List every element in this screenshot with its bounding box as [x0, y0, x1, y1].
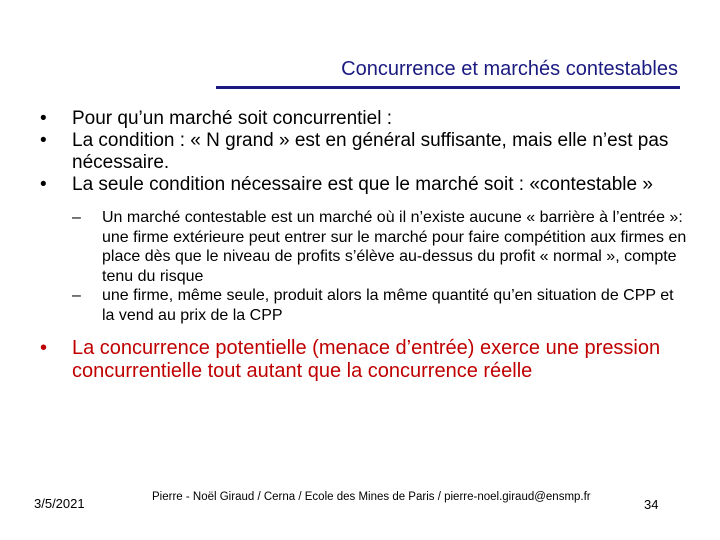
bullet-marker: • — [40, 174, 47, 195]
sub-bullet-item — [40, 208, 690, 286]
bullet-text: La seule condition nécessaire est que le marché soit : «contestable » — [72, 174, 653, 195]
bullet-marker: • — [40, 337, 48, 359]
bullet-text: La condition : « N grand » est en général suffisante, mais elle n’est pas nécessaire. — [72, 130, 669, 173]
bullet-item — [40, 174, 690, 196]
sub-bullet-text: une firme, même seule, produit alors la même quantité qu’en situation de CPP et la vend au prix de la CPP — [102, 287, 674, 324]
slide-title: Concurrence et marchés contestables — [341, 58, 678, 80]
bullet-item — [40, 108, 690, 130]
bullet-item — [40, 130, 690, 174]
sub-bullet-item — [40, 286, 690, 325]
sub-bullet-marker: – — [72, 209, 81, 226]
page-number: 34 — [644, 497, 659, 512]
highlight-bullet-text: La concurrence potentielle (menace d’entrée) exerce une pression concurrentielle tout autant que la concurrence réelle — [72, 337, 661, 382]
bullet-marker: • — [40, 130, 47, 151]
bullet-marker: • — [40, 108, 47, 129]
bullet-text: Pour qu’un marché soit concurrentiel : — [72, 108, 392, 129]
title-underline — [216, 86, 680, 89]
footer-date: 3/5/2021 — [34, 496, 85, 511]
sub-bullet-text: Un marché contestable est un marché où il n’existe aucune « barrière à l’entrée »: une firme extérieure peut entrer sur le marché pour faire compétition aux firmes en place dès que le niveau de profits s’élève au-dessus du profit « normal », compte tenu du risque — [102, 209, 687, 285]
sub-bullet-marker: – — [72, 287, 81, 304]
footer-author: Pierre - Noël Giraud / Cerna / Ecole des Mines de Paris / pierre-noel.giraud@ensmp.fr — [152, 491, 591, 503]
slide-body — [40, 108, 690, 383]
highlight-bullet — [40, 337, 690, 383]
